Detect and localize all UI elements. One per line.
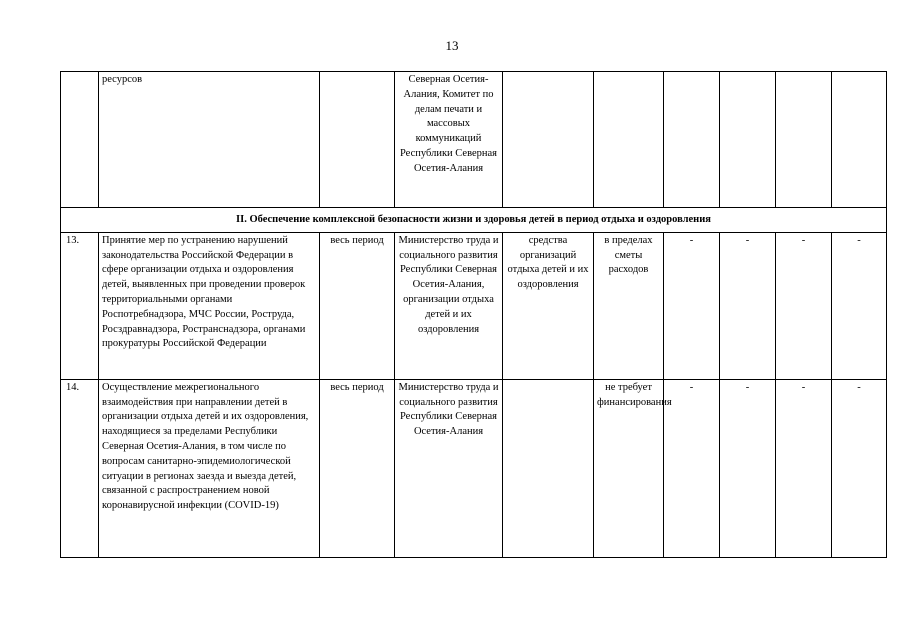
section-title: II. Обеспечение комплексной безопасности жизни и здоровья детей в период отдыха и оздоровления: [61, 208, 887, 233]
activity-cell: Принятие мер по устранению нарушений законодательства Российской Федерации в сфере организации отдыха и оздоровления детей, выявленных при проведении проверок территориальными органами Роспотребнадзора, МЧС России, Роструда, Росздравнадзора, Ространснадзора, органами прокуратуры Российской Федерации: [99, 232, 320, 379]
year-cell-1: -: [664, 232, 720, 379]
table-row-13: [61, 232, 887, 379]
year-cell-3: -: [776, 232, 832, 379]
page-number: 13: [445, 38, 459, 53]
activities-table: [60, 71, 887, 558]
period-cell: весь период: [320, 232, 395, 379]
row-number: [61, 72, 99, 208]
year-cell-2: [720, 72, 776, 208]
funding-amount-cell: [594, 72, 664, 208]
row-number: 14.: [61, 379, 99, 557]
year-cell-3: [776, 72, 832, 208]
funding-amount-cell: в пределах сметы расходов: [594, 232, 664, 379]
period-cell: весь период: [320, 379, 395, 557]
row-number: 13.: [61, 232, 99, 379]
funding-source-cell: средства организаций отдыха детей и их оздоровления: [503, 232, 594, 379]
funding-source-cell: [503, 379, 594, 557]
year-cell-2: -: [720, 232, 776, 379]
year-cell-3: -: [776, 379, 832, 557]
year-cell-4: -: [832, 232, 887, 379]
activity-cell: Осуществление межрегионального взаимодействия при направлении детей в организации отдыха детей и их оздоровления, находящиеся за пределами Республики Северная Осетия-Алания, в том числе по вопросам санитарно-эпидемиологической ситуации в регионах заезда и выезда детей, связанной с распространением новой коронавирусной инфекции (COVID-19): [99, 379, 320, 557]
table-row-14: [61, 379, 887, 557]
table-row-continuation: [61, 72, 887, 208]
executor-cell: Министерство труда и социального развития Республики Северная Осетия-Алания: [395, 379, 503, 557]
funding-source-cell: [503, 72, 594, 208]
funding-amount-cell: не требует финансирования: [594, 379, 664, 557]
year-cell-1: -: [664, 379, 720, 557]
activity-cell: ресурсов: [99, 72, 320, 208]
year-cell-2: -: [720, 379, 776, 557]
year-cell-1: [664, 72, 720, 208]
executor-cell: Северная Осетия-Алания, Комитет по делам печати и массовых коммуникаций Республики Северная Осетия-Алания: [395, 72, 503, 208]
executor-cell: Министерство труда и социального развития Республики Северная Осетия-Алания, организации отдыха детей и их оздоровления: [395, 232, 503, 379]
section-header-row: [61, 208, 887, 233]
year-cell-4: -: [832, 379, 887, 557]
year-cell-4: [832, 72, 887, 208]
period-cell: [320, 72, 395, 208]
